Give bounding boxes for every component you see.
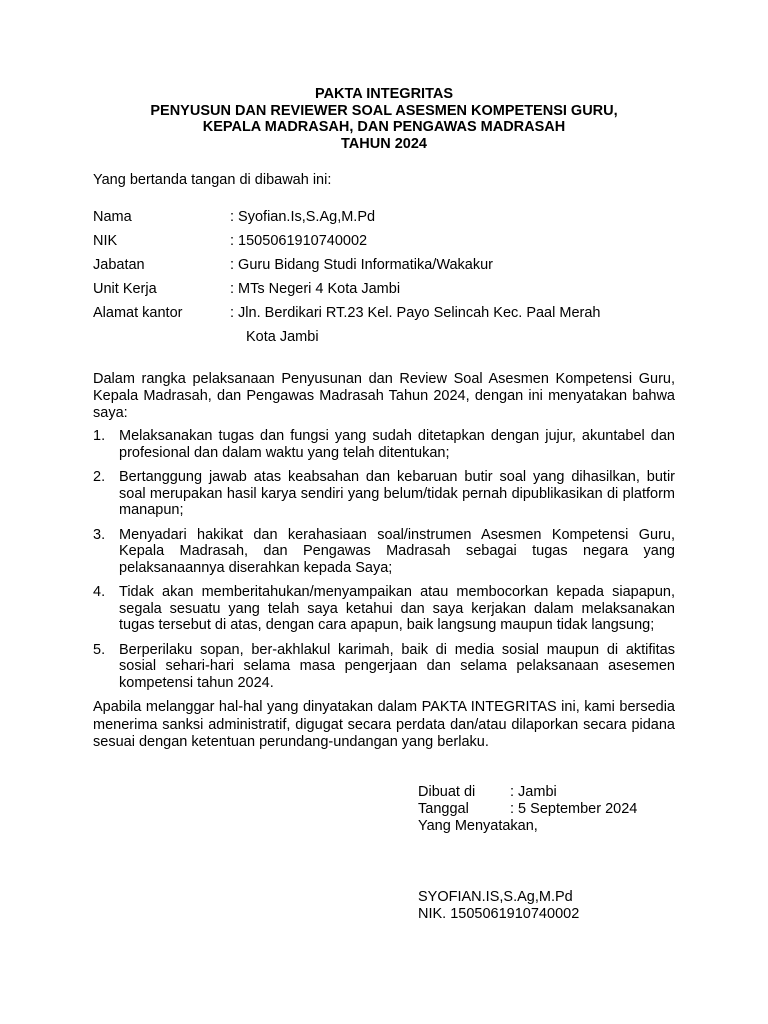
list-item-number: 4. (93, 584, 106, 600)
nik-value: : 1505061910740002 (230, 233, 368, 249)
list-item (93, 428, 675, 461)
jabatan-label: Jabatan (93, 257, 145, 273)
identity-row-unit-kerja (93, 277, 675, 301)
statement-paragraph: Dalam rangka pelaksanaan Penyusunan dan Review Soal Asesmen Kompetensi Guru, Kepala Madrasah, dan Pengawas Madrasah Tahun 2024, dengan ini menyatakan bahwa saya: (93, 371, 675, 421)
nik-label: NIK (93, 233, 118, 249)
list-item-text: Berperilaku sopan, ber-akhlakul karimah, baik di media sosial maupun di aktifitas sosial sehari-hari selama masa pengerjaan dan selama pelaksanaan asesemen kompetensi tahun 2024. (119, 641, 675, 691)
declarant-label: Yang Menyatakan, (418, 818, 538, 834)
place-value: : Jambi (510, 784, 557, 800)
signature-date-row (418, 801, 718, 818)
title-line-1: PAKTA INTEGRITAS (314, 86, 453, 102)
identity-row-nama (93, 205, 675, 229)
date-label: Tanggal (418, 801, 469, 817)
document-page (93, 86, 675, 752)
list-item-number: 2. (93, 469, 106, 485)
jabatan-value: : Guru Bidang Studi Informatika/Wakakur (230, 257, 493, 273)
document-title (93, 86, 675, 152)
signatory-name: SYOFIAN.IS,S.Ag,M.Pd (418, 889, 573, 905)
alamat-value (230, 301, 675, 349)
list-item-number: 5. (93, 641, 106, 658)
date-value: : 5 September 2024 (510, 801, 638, 817)
list-item (93, 584, 675, 634)
identity-section (93, 205, 675, 349)
list-item-number: 3. (93, 526, 106, 543)
title-line-3: KEPALA MADRASAH, DAN PENGAWAS MADRASAH (202, 119, 566, 135)
nama-value: : Syofian.Is,S.Ag,M.Pd (230, 209, 376, 225)
list-item-text: Melaksanakan tugas dan fungsi yang sudah ditetapkan dengan jujur, akuntabel dan profesional dan dalam waktu yang telah ditentukan; (119, 428, 675, 461)
commitment-list (93, 428, 675, 691)
list-item (93, 642, 675, 692)
identity-row-nik (93, 229, 675, 253)
identity-row-jabatan (93, 253, 675, 277)
alamat-value-line-1: : Jln. Berdikari RT.23 Kel. Payo Selincah Kec. Paal Merah (230, 305, 601, 321)
list-item (93, 469, 675, 519)
list-item-number: 1. (93, 428, 106, 444)
identity-row-alamat (93, 301, 675, 349)
list-item (93, 527, 675, 577)
signature-place-row (418, 784, 718, 801)
signatory-nik: NIK. 1505061910740002 (418, 906, 580, 922)
place-label: Dibuat di (418, 784, 476, 800)
alamat-value-line-2: Kota Jambi (246, 329, 319, 345)
title-line-2: PENYUSUN DAN REVIEWER SOAL ASESMEN KOMPETENSI GURU, (150, 102, 618, 119)
intro-text: Yang bertanda tangan di dibawah ini: (93, 172, 332, 188)
title-line-4: TAHUN 2024 (341, 135, 427, 152)
alamat-label: Alamat kantor (93, 305, 183, 321)
unit-kerja-value: : MTs Negeri 4 Kota Jambi (230, 281, 401, 297)
nama-label: Nama (93, 209, 132, 225)
list-item-text: Menyadari hakikat dan kerahasiaan soal/instrumen Asesmen Kompetensi Guru, Kepala Madrasah, dan Pengawas Madrasah sebagai tugas negara yang pelaksanaannya diserahkan kepada Saya; (119, 526, 675, 576)
list-item-text: Bertanggung jawab atas keabsahan dan kebaruan butir soal yang dihasilkan, butir soal merupakan hasil karya sendiri yang belum/tidak pernah dipublikasikan di platform manapun; (119, 469, 675, 518)
signature-block (418, 784, 718, 923)
list-item-text: Tidak akan memberitahukan/menyampaikan atau membocorkan kepada siapapun, segala sesuatu yang telah saya ketahui dan saya kerjakan dalam melaksanakan tugas tersebut di atas, dengan cara apapun, baik langsung maupun tidak langsung; (119, 584, 675, 633)
unit-kerja-label: Unit Kerja (93, 281, 157, 297)
closing-paragraph: Apabila melanggar hal-hal yang dinyatakan dalam PAKTA INTEGRITAS ini, kami bersedia menerima sanksi administratif, digugat secara perdata dan/atau dilaporkan secara pidana sesuai dengan ketentuan perundang-undangan yang berlaku. (93, 699, 675, 750)
